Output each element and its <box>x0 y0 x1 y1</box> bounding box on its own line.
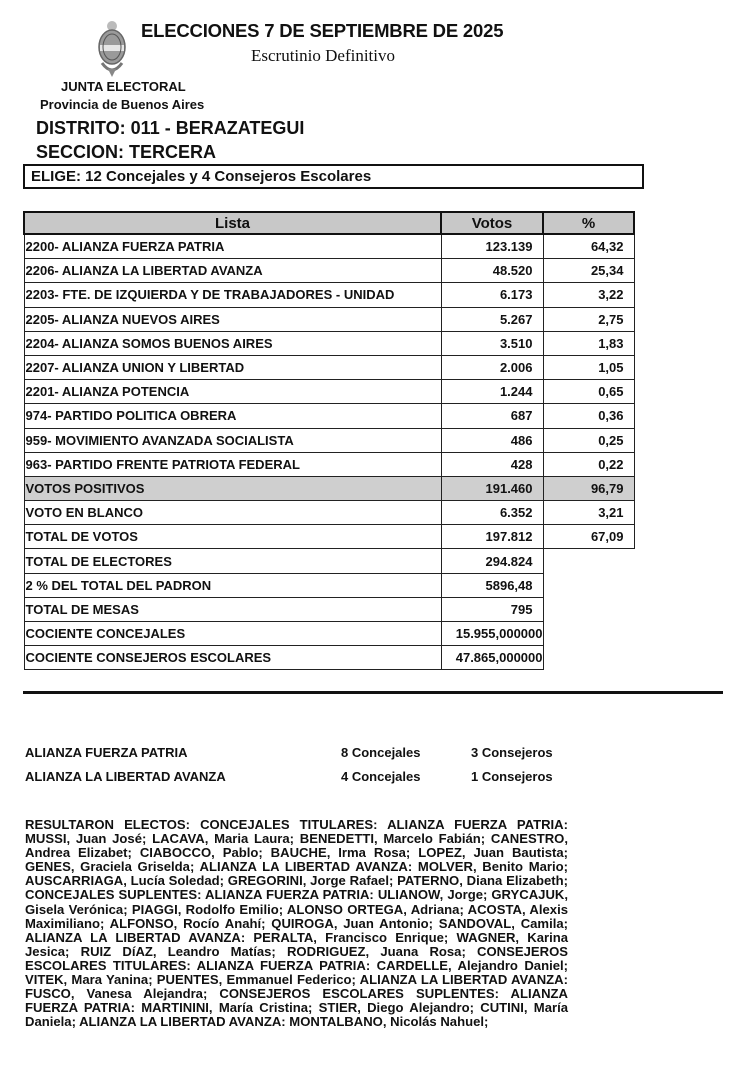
table-row <box>24 234 634 259</box>
votos-cell: 428 <box>441 452 543 476</box>
col-header-votos: Votos <box>441 212 543 234</box>
table-row <box>24 404 634 428</box>
seat-concejales: 4 Concejales <box>341 769 421 784</box>
cociente-consejeros-value: 47.865,000000 <box>441 646 543 670</box>
lista-cell: 963- PARTIDO FRENTE PATRIOTA FEDERAL <box>24 452 441 476</box>
votos-cell: 486 <box>441 428 543 452</box>
votos-cell: 687 <box>441 404 543 428</box>
seccion-heading: SECCION: TERCERA <box>36 142 217 162</box>
section-divider <box>23 691 723 694</box>
total-mesas-label: TOTAL DE MESAS <box>24 597 441 621</box>
voto-blanco-label: VOTO EN BLANCO <box>24 501 441 525</box>
padron-2pct-label: 2 % DEL TOTAL DEL PADRON <box>24 573 441 597</box>
votos-cell: 48.520 <box>441 259 543 283</box>
seat-consejeros: 3 Consejeros <box>471 745 553 760</box>
table-row <box>24 428 634 452</box>
total-votos-votos: 197.812 <box>441 525 543 549</box>
table-row <box>24 307 634 331</box>
voto-blanco-pct: 3,21 <box>543 501 634 525</box>
seat-party: ALIANZA FUERZA PATRIA <box>25 745 188 760</box>
votos-positivos-row <box>24 476 634 500</box>
seat-consejeros: 1 Consejeros <box>471 769 553 784</box>
total-electores-row <box>24 549 634 573</box>
lista-cell: 2203- FTE. DE IZQUIERDA Y DE TRABAJADORES - UNIDAD <box>24 283 441 307</box>
padron-2pct-row <box>24 573 634 597</box>
distrito-heading: DISTRITO: 011 - BERAZATEGUI <box>36 118 305 138</box>
voto-blanco-votos: 6.352 <box>441 501 543 525</box>
table-row <box>24 355 634 379</box>
lista-cell: 2201- ALIANZA POTENCIA <box>24 380 441 404</box>
seat-party: ALIANZA LA LIBERTAD AVANZA <box>25 769 226 784</box>
total-mesas-value: 795 <box>441 597 543 621</box>
votos-positivos-label: VOTOS POSITIVOS <box>24 476 441 500</box>
lista-cell: 2206- ALIANZA LA LIBERTAD AVANZA <box>24 259 441 283</box>
table-row <box>24 380 634 404</box>
cociente-concejales-label: COCIENTE CONCEJALES <box>24 622 441 646</box>
votos-positivos-votos: 191.460 <box>441 476 543 500</box>
pct-cell: 0,22 <box>543 452 634 476</box>
page-subtitle: Escrutinio Definitivo <box>251 46 396 65</box>
col-header-pct: % <box>543 212 634 234</box>
table-row <box>24 331 634 355</box>
lista-cell: 974- PARTIDO POLITICA OBRERA <box>24 404 441 428</box>
total-mesas-row <box>24 597 634 621</box>
pct-cell: 3,22 <box>543 283 634 307</box>
votos-cell: 5.267 <box>441 307 543 331</box>
results-table <box>23 211 635 670</box>
pct-cell: 0,36 <box>543 404 634 428</box>
org-province: Provincia de Buenos Aires <box>40 97 205 112</box>
pct-cell: 2,75 <box>543 307 634 331</box>
pct-cell: 1,05 <box>543 355 634 379</box>
pct-cell: 64,32 <box>543 234 634 259</box>
votos-positivos-pct: 96,79 <box>543 476 634 500</box>
total-votos-row <box>24 525 634 549</box>
votos-cell: 1.244 <box>441 380 543 404</box>
cociente-consejeros-row <box>24 646 634 670</box>
elige-box: ELIGE: 12 Concejales y 4 Consejeros Escolares <box>23 164 644 189</box>
table-header-row <box>24 212 634 234</box>
pct-cell: 0,65 <box>543 380 634 404</box>
cociente-concejales-value: 15.955,000000 <box>441 622 543 646</box>
lista-cell: 959- MOVIMIENTO AVANZADA SOCIALISTA <box>24 428 441 452</box>
voto-blanco-row <box>24 501 634 525</box>
seat-concejales: 8 Concejales <box>341 745 421 760</box>
pct-cell: 1,83 <box>543 331 634 355</box>
total-electores-label: TOTAL DE ELECTORES <box>24 549 441 573</box>
lista-cell: 2207- ALIANZA UNION Y LIBERTAD <box>24 355 441 379</box>
cociente-concejales-row <box>24 622 634 646</box>
pct-cell: 0,25 <box>543 428 634 452</box>
lista-cell: 2200- ALIANZA FUERZA PATRIA <box>24 234 441 259</box>
argentina-coat-of-arms-icon <box>94 19 130 79</box>
total-votos-pct: 67,09 <box>543 525 634 549</box>
pct-cell: 25,34 <box>543 259 634 283</box>
table-row <box>24 283 634 307</box>
votos-cell: 6.173 <box>441 283 543 307</box>
votos-cell: 123.139 <box>441 234 543 259</box>
table-row <box>24 259 634 283</box>
lista-cell: 2204- ALIANZA SOMOS BUENOS AIRES <box>24 331 441 355</box>
table-row <box>24 452 634 476</box>
electos-paragraph: RESULTARON ELECTOS: CONCEJALES TITULARES: ALIANZA FUERZA PATRIA: MUSSI, Juan José; LACAVA, Maria Laura; BENEDETTI, Marcelo Fabián; CANESTRO, Andrea Elizabet; CIABOCCO, Pablo; BAUCHE, Irma Rosa; LOPEZ, Juan Bautista; GENES, Graciela Griselda; ALIANZA LA LIBERTAD AVANZA: MOLVER, Benito Mario; AUSCARRIAGA, Lucía Soledad; GREGORINI, Jorge Rafael; PATERNO, Diana Elizabeth; CONCEJALES SUPLENTES: ALIANZA FUERZA PATRIA: ULIANOW, Jorge; GRYCAJUK, Gisela Verónica; PIAGGI, Rodolfo Emilio; ALONSO ORTEGA, Adriana; ACOSTA, Alexis Maximiliano; ALFONSO, Rocío Anahí; QUIROGA, Juan Antonio; SANDOVAL, Camila; ALIANZA LA LIBERTAD AVANZA: PERALTA, Francisco Enrique; WAGNER, Karina Jesica; RUIZ DíAZ, Leandro Matías; RODRIGUEZ, Juana Rosa; CONSEJEROS ESCOLARES TITULARES: ALIANZA FUERZA PATRIA: CARDELLE, Alejandro Daniel; VITEK, Mara Yanina; PUENTES, Emmanuel Federico; ALIANZA LA LIBERTAD AVANZA: FUSCO, Vanesa Alejandra; CONSEJEROS ESCOLARES SUPLENTES: ALIANZA FUERZA PATRIA: MARTININI, María Cristina; STIER, Diego Alejandro; CUTINI, María Daniela; ALIANZA LA LIBERTAD AVANZA: MONTALBANO, Nicolás Nahuel; <box>25 817 568 1030</box>
cociente-consejeros-label: COCIENTE CONSEJEROS ESCOLARES <box>24 646 441 670</box>
total-votos-label: TOTAL DE VOTOS <box>24 525 441 549</box>
total-electores-value: 294.824 <box>441 549 543 573</box>
padron-2pct-value: 5896,48 <box>441 573 543 597</box>
lista-cell: 2205- ALIANZA NUEVOS AIRES <box>24 307 441 331</box>
votos-cell: 3.510 <box>441 331 543 355</box>
votos-cell: 2.006 <box>441 355 543 379</box>
org-name: JUNTA ELECTORAL <box>61 79 186 94</box>
col-header-lista: Lista <box>24 212 441 234</box>
page-title: ELECCIONES 7 DE SEPTIEMBRE DE 2025 <box>141 20 504 41</box>
